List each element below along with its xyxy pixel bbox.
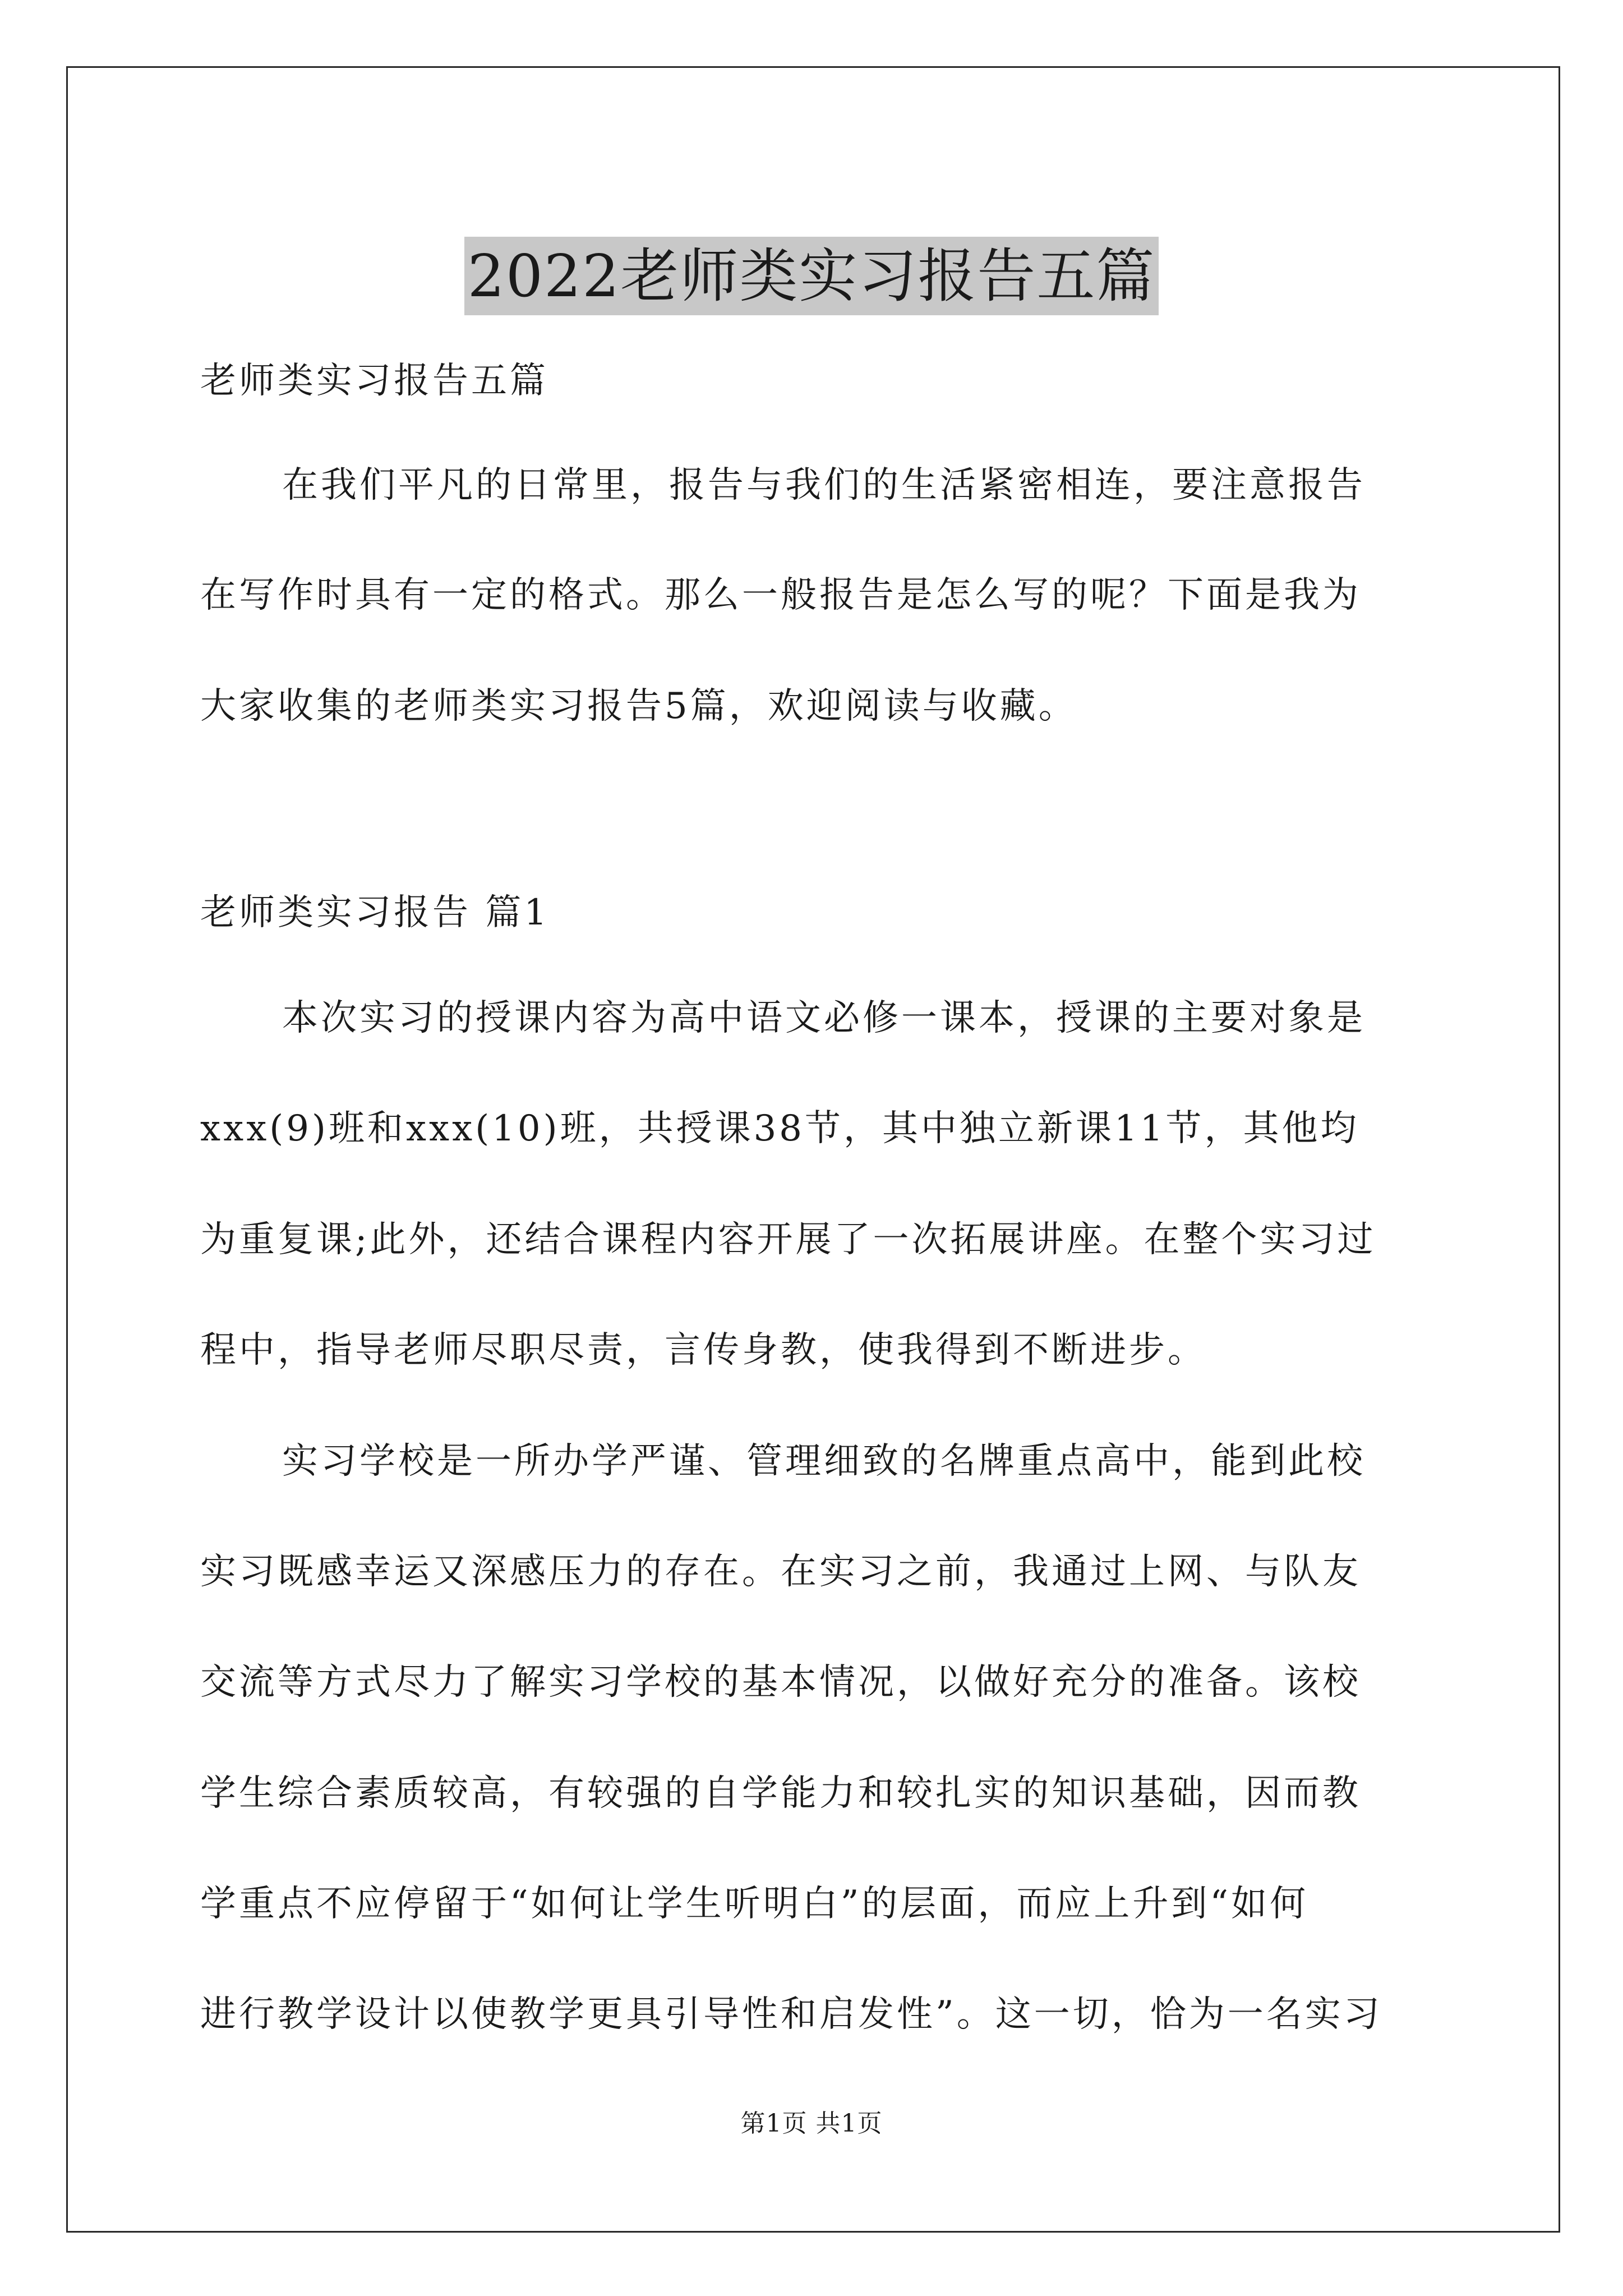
intro-line: 大家收集的老师类实习报告5篇，欢迎阅读与收藏。: [200, 685, 1077, 727]
document-subtitle: 老师类实习报告五篇: [200, 360, 548, 402]
paragraph-line: 程中，指导老师尽职尽责，言传身教，使我得到不断进步。: [200, 1329, 1206, 1371]
paragraph-line: 实习学校是一所办学严谨、管理细致的名牌重点高中，能到此校: [282, 1441, 1366, 1482]
paragraph-line: 进行教学设计以使教学更具引导性和启发性”。这一切，恰为一名实习: [200, 1994, 1382, 2035]
section-heading: 老师类实习报告 篇1: [200, 892, 550, 933]
page-footer: 第1页 共1页: [740, 2109, 883, 2138]
paragraph-line: 为重复课;此外，还结合课程内容开展了一次拓展讲座。在整个实习过: [200, 1219, 1376, 1260]
intro-line: 在写作时具有一定的格式。那么一般报告是怎么写的呢？下面是我为: [200, 574, 1361, 616]
title-container: [0, 197, 1623, 354]
paragraph-line: 本次实习的授课内容为高中语文必修一课本，授课的主要对象是: [282, 997, 1366, 1039]
paragraph-line: 交流等方式尽力了解实习学校的基本情况，以做好充分的准备。该校: [200, 1662, 1361, 1703]
paragraph-line: 实习既感幸运又深感压力的存在。在实习之前，我通过上网、与队友: [200, 1551, 1361, 1593]
intro-line: 在我们平凡的日常里，报告与我们的生活紧密相连，要注意报告: [282, 464, 1366, 506]
document-title: 2022老师类实习报告五篇: [464, 237, 1159, 315]
paragraph-line: 学重点不应停留于“如何让学生听明白”的层面，而应上升到“如何: [200, 1883, 1309, 1925]
paragraph-line: 学生综合素质较高，有较强的自学能力和较扎实的知识基础，因而教: [200, 1773, 1361, 1814]
paragraph-line: xxx(9)班和xxx(10)班，共授课38节，其中独立新课11节，其他均: [200, 1108, 1359, 1149]
